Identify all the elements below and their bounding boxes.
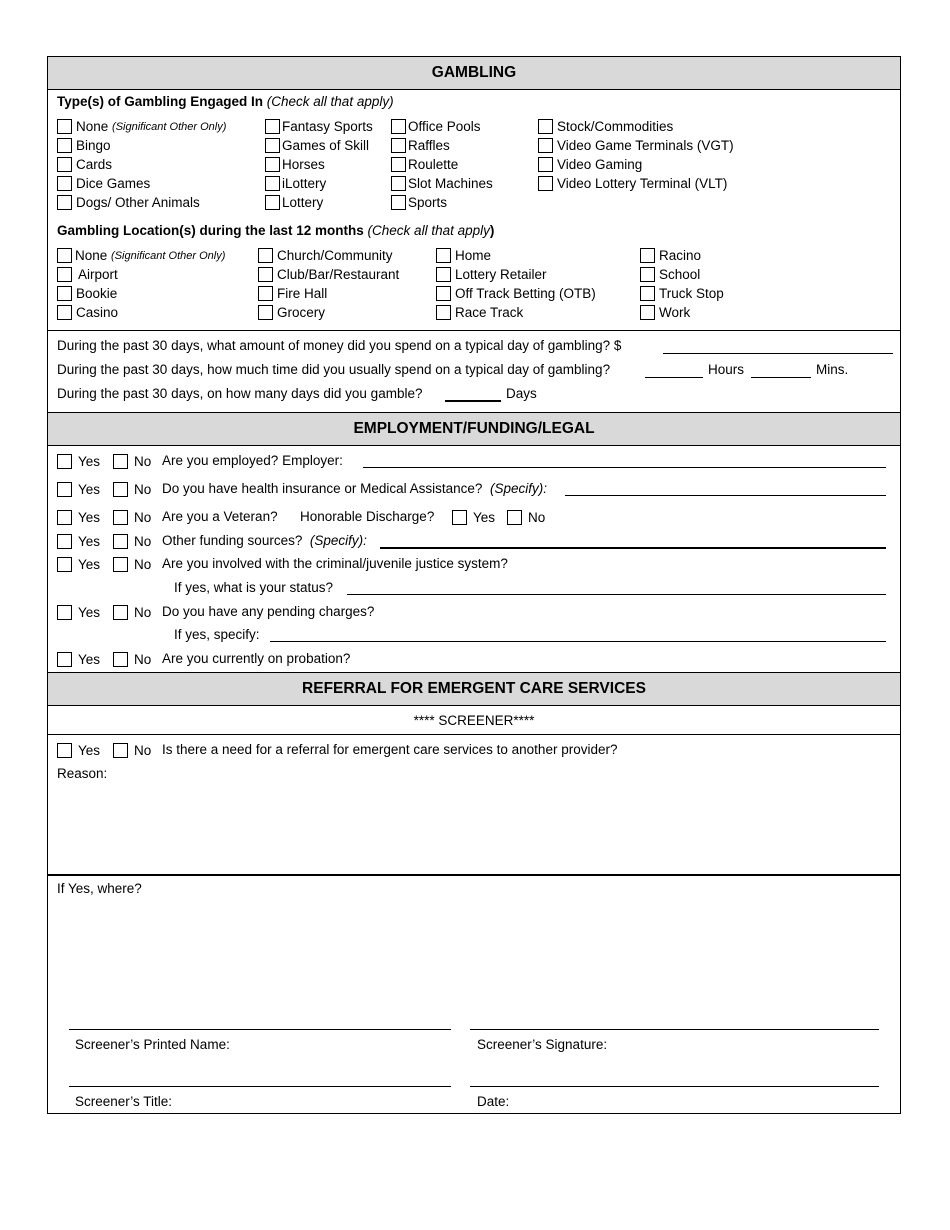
funding-yes-no: Yes No bbox=[57, 532, 151, 550]
printed-name-field[interactable] bbox=[69, 1029, 451, 1030]
type-checkbox-stock-commodities[interactable]: Stock/Commodities bbox=[538, 117, 734, 136]
gambling-locations-label: Gambling Location(s) during the last 12 months (Check all that apply) bbox=[57, 223, 495, 238]
gambling-title: GAMBLING bbox=[431, 64, 517, 81]
justice-yes-no: Yes No bbox=[57, 555, 151, 573]
question-status: If yes, what is your status? bbox=[174, 580, 334, 595]
funding-specify-field[interactable] bbox=[380, 547, 886, 549]
insurance-specify-field[interactable] bbox=[565, 495, 886, 496]
type-checkbox-vlt[interactable]: Video Lottery Terminal (VLT) bbox=[538, 174, 734, 193]
referral-title: REFERRAL FOR EMERGENT CARE SERVICES bbox=[302, 680, 646, 697]
location-checkbox-work[interactable]: Work bbox=[640, 303, 724, 322]
location-checkbox-fire-hall[interactable]: Fire Hall bbox=[258, 284, 399, 303]
gambling-locations-col3 bbox=[436, 246, 596, 322]
location-checkbox-lottery-retailer[interactable]: Lottery Retailer bbox=[436, 265, 596, 284]
type-checkbox-none[interactable]: None (Significant Other Only) bbox=[57, 117, 226, 136]
question-honorable-discharge: Honorable Discharge? bbox=[300, 509, 435, 524]
location-checkbox-grocery[interactable]: Grocery bbox=[258, 303, 399, 322]
justice-no-checkbox[interactable] bbox=[113, 557, 128, 572]
probation-yes-checkbox[interactable] bbox=[57, 652, 72, 667]
location-checkbox-bookie[interactable]: Bookie bbox=[57, 284, 225, 303]
gambling-locations-col4 bbox=[640, 246, 724, 322]
gambling-types-label bbox=[57, 94, 394, 110]
type-checkbox-horses[interactable]: Horses bbox=[265, 155, 373, 174]
question-time-spent: During the past 30 days, how much time did you usually spend on a typical day of gambling? bbox=[57, 362, 611, 377]
probation-yes-no: Yes No bbox=[57, 650, 151, 668]
type-checkbox-vgt[interactable]: Video Game Terminals (VGT) bbox=[538, 136, 734, 155]
gambling-types-col2 bbox=[265, 117, 373, 212]
question-pending-charges: Do you have any pending charges? bbox=[162, 604, 375, 619]
type-checkbox-dice-games[interactable]: Dice Games bbox=[57, 174, 226, 193]
discharge-yes-no: Yes No bbox=[452, 508, 545, 526]
veteran-yes-no: Yes No bbox=[57, 508, 151, 526]
signature-field[interactable] bbox=[470, 1029, 879, 1030]
question-days-gambled: During the past 30 days, on how many days did you gamble? bbox=[57, 386, 423, 401]
question-charges-specify: If yes, specify: bbox=[174, 627, 260, 642]
reason-field[interactable] bbox=[57, 785, 891, 871]
insurance-no-checkbox[interactable] bbox=[113, 482, 128, 497]
employment-section-header bbox=[48, 412, 900, 446]
gambling-locations-col1 bbox=[57, 246, 225, 322]
divider bbox=[48, 874, 900, 876]
insurance-yes-no: Yes No bbox=[57, 480, 151, 498]
gambling-locations-col2 bbox=[258, 246, 399, 322]
type-checkbox-raffles[interactable]: Raffles bbox=[391, 136, 493, 155]
screener-banner bbox=[48, 706, 900, 735]
gambling-types-col4 bbox=[538, 117, 734, 193]
charges-no-checkbox[interactable] bbox=[113, 605, 128, 620]
insurance-yes-checkbox[interactable] bbox=[57, 482, 72, 497]
type-checkbox-slot-machines[interactable]: Slot Machines bbox=[391, 174, 493, 193]
employed-yes-no: Yes No bbox=[57, 452, 151, 470]
status-field[interactable] bbox=[347, 594, 886, 595]
where-label: If Yes, where? bbox=[57, 881, 142, 896]
type-checkbox-cards[interactable]: Cards bbox=[57, 155, 226, 174]
location-checkbox-otb[interactable]: Off Track Betting (OTB) bbox=[436, 284, 596, 303]
screener-label: **** SCREENER**** bbox=[413, 712, 535, 728]
gambling-types-label-bold: Type(s) of Gambling Engaged In bbox=[57, 94, 264, 109]
employed-yes-checkbox[interactable] bbox=[57, 454, 72, 469]
screener-title-field[interactable] bbox=[69, 1086, 451, 1087]
type-checkbox-office-pools[interactable]: Office Pools bbox=[391, 117, 493, 136]
screener-title-label: Screener’s Title: bbox=[75, 1094, 173, 1109]
gambling-types-col1 bbox=[57, 117, 226, 212]
type-checkbox-video-gaming[interactable]: Video Gaming bbox=[538, 155, 734, 174]
discharge-yes-checkbox[interactable] bbox=[452, 510, 467, 525]
gambling-section-header bbox=[48, 57, 900, 90]
money-spent-field[interactable] bbox=[663, 353, 893, 354]
referral-yes-no: Yes No bbox=[57, 741, 151, 759]
minutes-field[interactable] bbox=[751, 377, 811, 378]
gambling-types-label-note: (Check all that apply) bbox=[266, 94, 394, 109]
type-checkbox-dogs-other-animals[interactable]: Dogs/ Other Animals bbox=[57, 193, 226, 212]
date-label: Date: bbox=[477, 1094, 510, 1109]
location-checkbox-church-community[interactable]: Church/Community bbox=[258, 246, 399, 265]
question-insurance: Do you have health insurance or Medical Assistance? (Specify): bbox=[162, 481, 547, 496]
printed-name-label: Screener’s Printed Name: bbox=[75, 1037, 230, 1052]
location-checkbox-truck-stop[interactable]: Truck Stop bbox=[640, 284, 724, 303]
referral-section-header bbox=[48, 672, 900, 706]
employer-field[interactable] bbox=[363, 467, 886, 468]
probation-no-checkbox[interactable] bbox=[113, 652, 128, 667]
discharge-no-checkbox[interactable] bbox=[507, 510, 522, 525]
minutes-label: Mins. bbox=[816, 362, 849, 377]
where-field[interactable] bbox=[57, 901, 891, 1021]
gambling-locations-label-bold: Gambling Location(s) during the last 12 months bbox=[57, 223, 364, 238]
divider bbox=[48, 330, 900, 331]
funding-yes-checkbox[interactable] bbox=[57, 534, 72, 549]
location-checkbox-home[interactable]: Home bbox=[436, 246, 596, 265]
location-checkbox-racino[interactable]: Racino bbox=[640, 246, 724, 265]
funding-no-checkbox[interactable] bbox=[113, 534, 128, 549]
employment-title: EMPLOYMENT/FUNDING/LEGAL bbox=[353, 420, 595, 437]
signature-label: Screener’s Signature: bbox=[477, 1037, 608, 1052]
gambling-types-col3 bbox=[391, 117, 493, 212]
question-money-spent: During the past 30 days, what amount of money did you spend on a typical day of gambling? $ bbox=[57, 338, 622, 353]
date-field[interactable] bbox=[470, 1086, 879, 1087]
justice-yes-checkbox[interactable] bbox=[57, 557, 72, 572]
question-referral-need: Is there a need for a referral for emergent care services to another provider? bbox=[162, 742, 618, 757]
hours-field[interactable] bbox=[645, 377, 703, 378]
veteran-yes-checkbox[interactable] bbox=[57, 510, 72, 525]
days-label: Days bbox=[506, 386, 537, 401]
location-checkbox-none[interactable]: None (Significant Other Only) bbox=[57, 246, 225, 265]
type-checkbox-bingo[interactable]: Bingo bbox=[57, 136, 226, 155]
type-checkbox-games-of-skill[interactable]: Games of Skill bbox=[265, 136, 373, 155]
question-employed: Are you employed? Employer: bbox=[162, 453, 343, 468]
type-checkbox-roulette[interactable]: Roulette bbox=[391, 155, 493, 174]
location-checkbox-airport[interactable]: Airport bbox=[57, 265, 225, 284]
charges-yes-no: Yes No bbox=[57, 603, 151, 621]
type-checkbox-sports[interactable]: Sports bbox=[391, 193, 493, 212]
location-checkbox-school[interactable]: School bbox=[640, 265, 724, 284]
veteran-no-checkbox[interactable] bbox=[113, 510, 128, 525]
hours-label: Hours bbox=[708, 362, 745, 377]
question-probation: Are you currently on probation? bbox=[162, 651, 351, 666]
location-checkbox-casino[interactable]: Casino bbox=[57, 303, 225, 322]
gambling-screening-form bbox=[47, 56, 901, 1114]
referral-yes-checkbox[interactable] bbox=[57, 743, 72, 758]
charges-yes-checkbox[interactable] bbox=[57, 605, 72, 620]
reason-label: Reason: bbox=[57, 766, 108, 781]
employed-no-checkbox[interactable] bbox=[113, 454, 128, 469]
question-justice-system: Are you involved with the criminal/juvenile justice system? bbox=[162, 556, 508, 571]
charges-specify-field[interactable] bbox=[270, 641, 886, 642]
type-checkbox-fantasy-sports[interactable]: Fantasy Sports bbox=[265, 117, 373, 136]
type-checkbox-lottery[interactable]: Lottery bbox=[265, 193, 373, 212]
location-checkbox-club-bar-restaurant[interactable]: Club/Bar/Restaurant bbox=[258, 265, 399, 284]
type-checkbox-ilottery[interactable]: iLottery bbox=[265, 174, 373, 193]
question-funding: Other funding sources? (Specify): bbox=[162, 533, 367, 548]
location-checkbox-race-track[interactable]: Race Track bbox=[436, 303, 596, 322]
referral-no-checkbox[interactable] bbox=[113, 743, 128, 758]
question-veteran: Are you a Veteran? bbox=[162, 509, 278, 524]
gambling-locations-label-note: (Check all that apply bbox=[367, 223, 490, 238]
days-field[interactable] bbox=[445, 400, 501, 402]
